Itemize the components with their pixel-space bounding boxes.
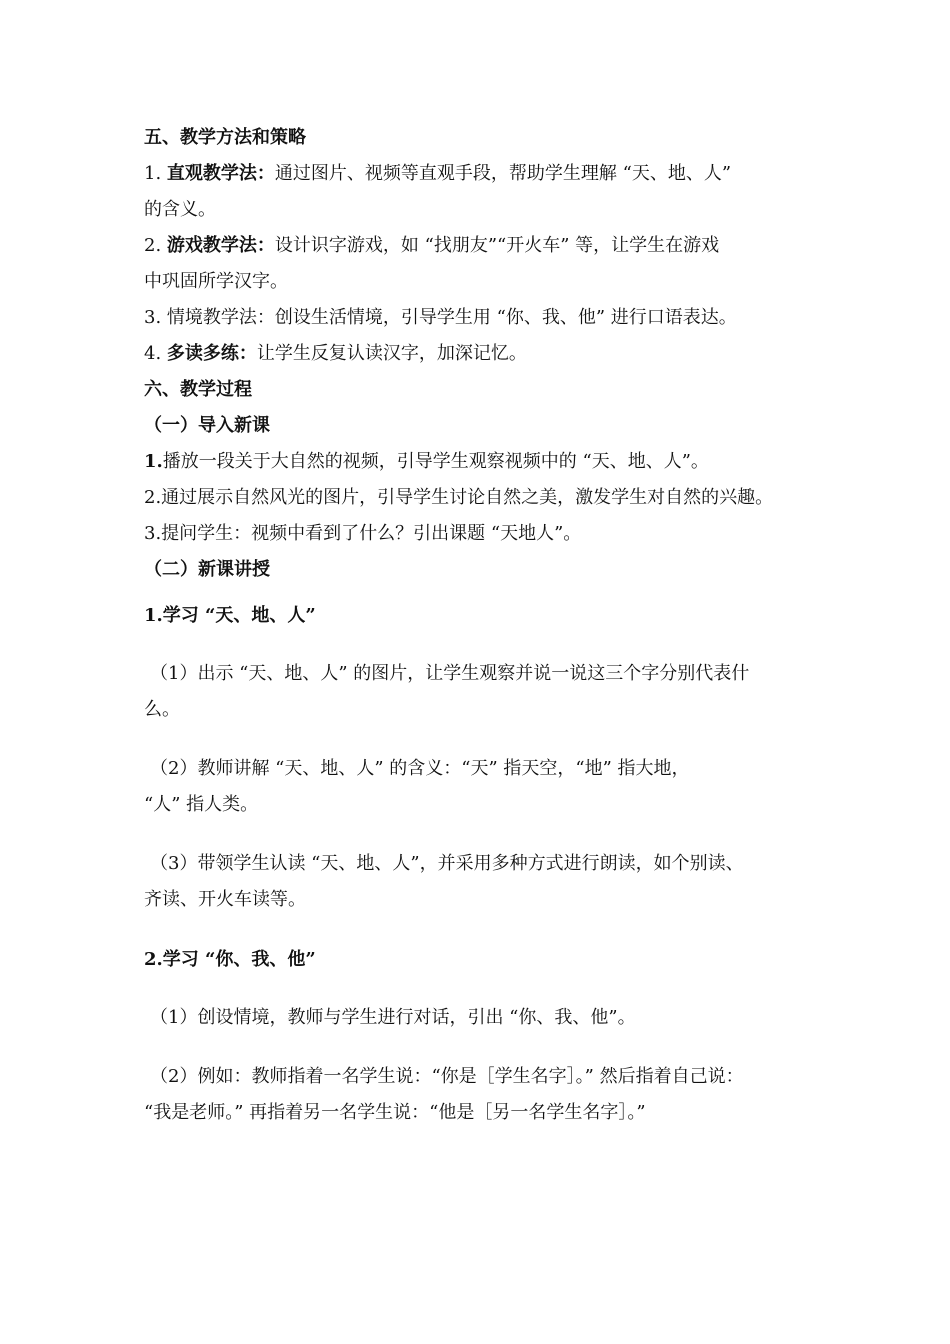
item-label: 游戏教学法： — [166, 235, 275, 256]
study2-paragraph-2-cont: “我是老师。” 再指着另一名学生说：“他是［另一名学生名字］。” — [144, 1102, 646, 1123]
method-item-1 — [144, 163, 731, 185]
method-item-4 — [144, 343, 527, 365]
method-item-2 — [144, 235, 719, 257]
section-heading-methods: 五、教学方法和策略 — [144, 127, 306, 148]
study2-paragraph-2: （2）例如：教师指着一名学生说：“你是［学生名字］。” 然后指着自己说： — [150, 1066, 744, 1087]
study-title-2: 2.学习 “你、我、他” — [144, 949, 316, 970]
intro-item-3: 3.提问学生：视频中看到了什么？引出课题 “天地人”。 — [144, 523, 582, 544]
study2-paragraph-1: （1）创设情境，教师与学生进行对话，引出 “你、我、他”。 — [150, 1007, 636, 1028]
item-label: 多读多练： — [166, 343, 257, 364]
item-text: 让学生反复认读汉字，加深记忆。 — [256, 343, 527, 364]
method-item-1-cont: 的含义。 — [144, 199, 216, 220]
study1-paragraph-3-cont: 齐读、开火车读等。 — [144, 889, 306, 910]
subsection-heading-intro: （一）导入新课 — [144, 415, 270, 436]
study-title-1: 1.学习 “天、地、人” — [144, 605, 316, 626]
subsection-heading-new-lesson: （二）新课讲授 — [144, 559, 270, 580]
intro-item-2: 2.通过展示自然风光的图片，引导学生讨论自然之美，激发学生对自然的兴趣。 — [144, 487, 774, 508]
item-number: 1. — [144, 163, 167, 184]
study1-paragraph-1-cont: 么。 — [144, 699, 180, 720]
item-number: 4. — [144, 343, 167, 364]
item-label: 直观教学法： — [166, 163, 275, 184]
method-item-3: 3. 情境教学法：创设生活情境，引导学生用 “你、我、他” 进行口语表达。 — [144, 307, 737, 328]
study1-paragraph-2: （2）教师讲解 “天、地、人” 的含义：“天” 指天空，“地” 指大地， — [150, 758, 690, 779]
item-text: 播放一段关于大自然的视频，引导学生观察视频中的 “天、地、人”。 — [162, 451, 709, 472]
study1-paragraph-1: （1）出示 “天、地、人” 的图片，让学生观察并说一说这三个字分别代表什 — [150, 663, 750, 684]
item-text: 通过图片、视频等直观手段，帮助学生理解 “天、地、人” — [274, 163, 732, 184]
item-text: 设计识字游戏，如 “找朋友”“开火车” 等，让学生在游戏 — [274, 235, 720, 256]
item-number: 1. — [144, 451, 163, 472]
study1-paragraph-2-cont: “人” 指人类。 — [144, 794, 259, 815]
study1-paragraph-3: （3）带领学生认读 “天、地、人”，并采用多种方式进行朗读，如个别读、 — [150, 853, 744, 874]
intro-item-1 — [144, 451, 709, 473]
section-heading-process: 六、教学过程 — [144, 379, 252, 400]
item-number: 2. — [144, 235, 167, 256]
method-item-2-cont: 中巩固所学汉字。 — [144, 271, 288, 292]
